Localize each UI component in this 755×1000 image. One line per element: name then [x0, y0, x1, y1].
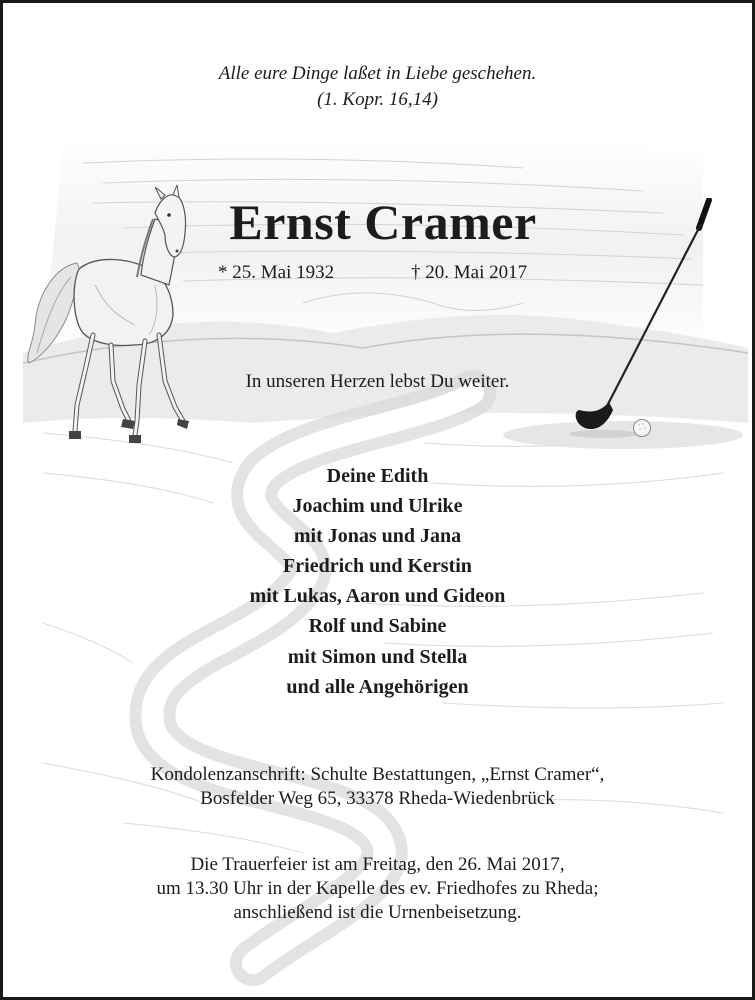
service-line-1: Die Trauerfeier ist am Freitag, den 26. Mai 2017,	[190, 854, 565, 875]
mourner-line: Rolf und Sabine	[308, 615, 447, 638]
memorial-motto: In unseren Herzen lebst Du weiter.	[245, 371, 510, 392]
mourner-line: Deine Edith	[326, 465, 429, 487]
mourner-line: Friedrich und Kerstin	[283, 555, 472, 578]
verse-reference: (1. Kopr. 16,14)	[317, 89, 438, 110]
mourners-list	[3, 461, 752, 702]
death-date: † 20. Mai 2017	[411, 262, 528, 283]
service-line-3: anschließend ist die Urnenbeisetzung.	[233, 902, 522, 923]
condolence-line-2: Bosfelder Weg 65, 33378 Rheda-Wiedenbrück	[200, 788, 555, 809]
condolence-line-1: Kondolenzanschrift: Schulte Bestattungen, „Ernst Cramer“,	[150, 764, 605, 785]
mourner-line: und alle Angehörigen	[286, 675, 469, 698]
bible-verse	[3, 61, 752, 113]
deceased-name: Ernst Cramer	[229, 194, 537, 250]
service-line-2: um 13.30 Uhr in der Kapelle des ev. Friedhofes zu Rheda;	[156, 878, 599, 899]
mourner-line: mit Jonas und Jana	[293, 525, 462, 548]
mourner-line: mit Simon und Stella	[287, 645, 468, 668]
mourner-line: mit Lukas, Aaron und Gideon	[249, 585, 506, 608]
birth-date: * 25. Mai 1932	[218, 262, 335, 283]
funeral-service-info	[3, 853, 752, 925]
verse-line-1: Alle eure Dinge laßet in Liebe geschehen.	[218, 63, 537, 84]
golf-ball-icon	[630, 416, 654, 440]
mourner-line: Joachim und Ulrike	[292, 495, 463, 518]
condolence-address	[3, 763, 752, 811]
